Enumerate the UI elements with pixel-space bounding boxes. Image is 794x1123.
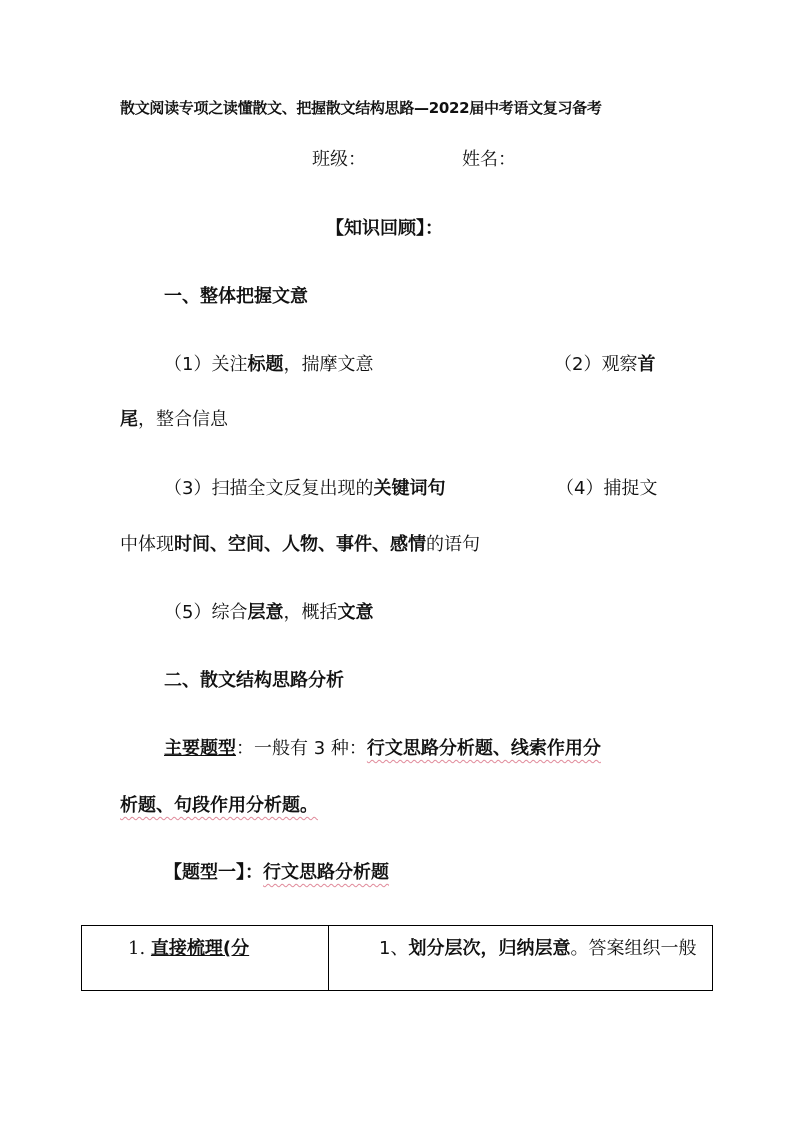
item5-bold1: 层意 (247, 602, 284, 623)
knowledge-review-heading: 【知识回顾】： (326, 218, 443, 239)
item3-prefix: （3）扫描全文反复出现的 (164, 478, 374, 499)
type1-heading (164, 858, 389, 884)
section1-item4: （4）捕捉文 (556, 478, 658, 499)
name-label: 姓名： (462, 149, 516, 170)
main-types-line2 (120, 791, 318, 817)
table-cell-method (82, 926, 329, 991)
type1-title: 行文思路分析题 (263, 862, 389, 883)
table-row (82, 926, 713, 991)
cell2-rest: 。答案组织一般 (570, 938, 697, 959)
cell1-text: 直接梳理(分 (150, 938, 250, 959)
item2-bold1: 首 (637, 354, 656, 375)
section1-heading: 一、整体把握文意 (164, 286, 308, 307)
item2-suffix: ，整合信息 (138, 409, 228, 430)
item5-mid: ，概括 (283, 602, 338, 623)
cell1-num: 1. (128, 938, 146, 959)
main-types-bold-line1: 行文思路分析题、线索作用分 (366, 738, 601, 759)
cell2-num: 1、 (379, 938, 409, 959)
section1-item4-cont (120, 530, 480, 556)
method-table (81, 925, 713, 991)
item4-line2-a: 中体现 (120, 534, 174, 555)
main-types-label: 主要题型 (164, 738, 236, 759)
table-cell-description (329, 926, 713, 991)
type1-bracket: 【题型一】 (164, 862, 245, 883)
item1-bold: 标题 (247, 354, 284, 375)
item3-bold: 关键词句 (373, 478, 446, 499)
item1-suffix: ，揣摩文意 (283, 354, 374, 375)
item5-bold2: 文意 (337, 602, 374, 623)
main-types-mid: ：一般有 3 种： (236, 738, 367, 759)
main-types-bold-line2: 析题、句段作用分析题。 (120, 795, 318, 816)
section2-heading: 二、散文结构思路分析 (164, 670, 344, 691)
item2-bold2: 尾 (120, 409, 138, 430)
item4-line2-b: 的语句 (426, 534, 480, 555)
section1-item1 (164, 350, 373, 376)
section1-item5 (164, 598, 373, 624)
class-label: 班级： (312, 149, 366, 170)
type1-colon: ： (245, 862, 263, 883)
item5-prefix: （5）综合 (164, 602, 248, 623)
item2-prefix: （2）观察 (554, 354, 638, 375)
section1-item3 (164, 474, 445, 500)
item1-prefix: （1）关注 (164, 354, 248, 375)
section1-item2 (554, 350, 655, 376)
section1-item2-cont (120, 405, 228, 431)
cell2-bold: 划分层次，归纳层意 (408, 938, 571, 959)
item4-line2-bold: 时间、空间、人物、事件、感情 (174, 534, 426, 555)
main-types-line1 (164, 734, 601, 760)
document-title: 散文阅读专项之读懂散文、把握散文结构思路—2022届中考语文复习备考 (120, 99, 602, 117)
